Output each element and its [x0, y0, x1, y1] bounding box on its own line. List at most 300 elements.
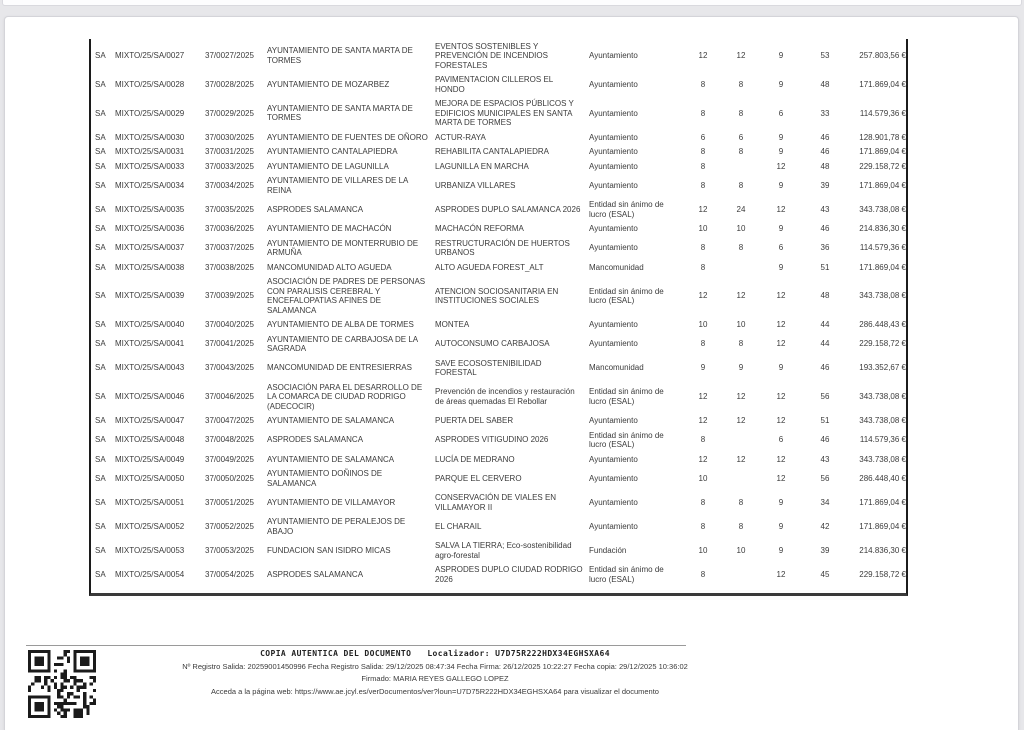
cell-puntos-2: [721, 260, 761, 275]
cell-importe: 171.869,04 €: [859, 79, 906, 89]
cell-puntos-4: 56: [820, 392, 830, 401]
cell-provincia: SA: [95, 79, 106, 89]
cell-importe: 343.738,08 €: [859, 454, 906, 464]
cell-proyecto: EVENTOS SOSTENIBLES Y PREVENCIÓN DE INCENDIOS FORESTALES: [435, 41, 548, 70]
cell-puntos-4: 46: [820, 224, 830, 233]
table-row: [91, 318, 908, 333]
cell-puntos-3: 9: [778, 262, 784, 272]
cell-puntos-3: 9: [778, 545, 784, 555]
cell-puntos-4: 43: [820, 204, 830, 214]
cell-puntos-2: 9: [738, 363, 744, 373]
cell-provincia: SA: [95, 454, 106, 464]
cell-puntos-2: 8: [738, 521, 744, 531]
cell-numero: 37/0031/2025: [205, 147, 254, 156]
cell-numero: 37/0037/2025: [205, 243, 254, 253]
cell-proyecto: AUTOCONSUMO CARBAJOSA: [435, 339, 550, 349]
firmado-line: Firmado: MARIA REYES GALLEGO LOPEZ: [361, 674, 509, 683]
cell-importe: 128.901,78 €: [859, 132, 906, 142]
cell-puntos-3: 6: [778, 435, 784, 445]
cell-puntos-1: 10: [698, 320, 708, 329]
cell-puntos-3: 9: [778, 521, 784, 531]
cell-proyecto: EL CHARAIL: [435, 521, 482, 531]
cell-proyecto: CONSERVACIÓN DE VIALES EN VILLAMAYOR II: [435, 493, 557, 512]
cell-puntos-2: 6: [738, 132, 744, 142]
cell-expediente: MIXTO/25/SA/0031: [115, 147, 185, 156]
cell-provincia: SA: [95, 545, 106, 555]
cell-provincia: SA: [95, 108, 106, 118]
cell-tipo-entidad: Mancomunidad: [589, 262, 644, 272]
cell-entidad: AYUNTAMIENTO CANTALAPIEDRA: [267, 147, 398, 156]
qr-code-icon: [28, 650, 96, 718]
cell-importe: 229.158,72 €: [859, 339, 906, 349]
cell-puntos-2: 8: [738, 339, 744, 349]
cell-tipo-entidad: Ayuntamiento: [589, 51, 638, 60]
cell-tipo-entidad: Ayuntamiento: [589, 147, 638, 156]
cell-numero: 37/0053/2025: [205, 545, 254, 555]
cell-puntos-4: 51: [820, 262, 830, 272]
cell-expediente: MIXTO/25/SA/0029: [115, 108, 185, 118]
cell-tipo-entidad: Entidad sin ánimo de lucro (ESAL): [589, 200, 664, 219]
cell-puntos-3: 12: [776, 339, 786, 349]
cell-importe: 343.738,08 €: [859, 416, 906, 425]
cell-puntos-1: 12: [698, 204, 708, 214]
cell-proyecto: Prevención de incendios y restauración de áreas quemadas El Rebollar: [435, 387, 575, 406]
cell-puntos-4: 36: [820, 243, 830, 253]
cell-numero: 37/0038/2025: [205, 262, 254, 272]
cell-entidad: AYUNTAMIENTO DE VILLAMAYOR: [267, 497, 396, 507]
cell-expediente: MIXTO/25/SA/0027: [115, 51, 185, 60]
cell-puntos-4: 48: [820, 291, 830, 301]
cell-expediente: MIXTO/25/SA/0048: [115, 435, 185, 445]
cell-puntos-2: 24: [736, 204, 746, 214]
cell-puntos-2: [721, 428, 761, 452]
cell-tipo-entidad: Entidad sin ánimo de lucro (ESAL): [589, 387, 664, 406]
cell-puntos-1: 10: [698, 545, 708, 555]
table-row: [91, 515, 908, 539]
cell-proyecto: ALTO AGUEDA FOREST_ALT: [435, 262, 544, 272]
cell-puntos-1: 8: [700, 521, 706, 531]
cell-importe: 171.869,04 €: [859, 262, 906, 272]
table-row: [91, 452, 908, 467]
cell-puntos-4: 42: [820, 521, 830, 531]
cell-puntos-1: 12: [698, 291, 708, 301]
cell-tipo-entidad: Entidad sin ánimo de lucro (ESAL): [589, 430, 664, 449]
cell-puntos-4: 33: [820, 108, 830, 118]
cell-puntos-3: 9: [778, 147, 784, 156]
cell-proyecto: ASPRODES DUPLO CIUDAD RODRIGO 2026: [435, 565, 583, 584]
cell-expediente: MIXTO/25/SA/0030: [115, 132, 185, 142]
cell-tipo-entidad: Ayuntamiento: [589, 243, 638, 253]
cell-tipo-entidad: Ayuntamiento: [589, 320, 638, 329]
cell-tipo-entidad: Entidad sin ánimo de lucro (ESAL): [589, 286, 664, 305]
cell-entidad: AYUNTAMIENTO DE PERALEJOS DE ABAJO: [267, 517, 406, 536]
cell-puntos-3: 9: [778, 132, 784, 142]
cell-puntos-4: 39: [820, 180, 830, 190]
table-row: [91, 236, 908, 260]
cell-puntos-3: 12: [776, 416, 786, 425]
cell-puntos-1: 12: [698, 51, 708, 60]
cell-puntos-3: 12: [776, 161, 786, 171]
cell-expediente: MIXTO/25/SA/0040: [115, 320, 185, 329]
table-row: [91, 467, 908, 491]
cell-numero: 37/0046/2025: [205, 392, 254, 401]
cell-entidad: ASOCIACIÓN DE PADRES DE PERSONAS CON PARALISIS CEREBRAL Y ENCEFALOPATIAS AFINES DE SALAMANCA: [267, 277, 426, 315]
cell-puntos-1: 9: [700, 363, 706, 373]
table-row: [91, 97, 908, 131]
cell-proyecto: PUERTA DEL SABER: [435, 416, 514, 425]
cell-entidad: AYUNTAMIENTO DOÑINOS DE SALAMANCA: [267, 469, 383, 488]
cell-puntos-3: 6: [778, 108, 784, 118]
cell-proyecto: PAVIMENTACION CILLEROS EL HONDO: [435, 75, 553, 94]
cell-tipo-entidad: Ayuntamiento: [589, 180, 638, 190]
cell-importe: 171.869,04 €: [859, 147, 906, 156]
cell-puntos-2: 8: [738, 79, 744, 89]
cell-expediente: MIXTO/25/SA/0033: [115, 161, 185, 171]
cell-entidad: MANCOMUNIDAD DE ENTRESIERRAS: [267, 363, 412, 373]
cell-puntos-4: 46: [820, 147, 830, 156]
cell-numero: 37/0040/2025: [205, 320, 254, 329]
cell-puntos-3: 9: [778, 79, 784, 89]
footer-divider: [26, 645, 686, 646]
cell-puntos-3: 12: [776, 204, 786, 214]
cell-provincia: SA: [95, 161, 106, 171]
cell-puntos-1: 6: [700, 132, 706, 142]
cell-puntos-1: 12: [698, 416, 708, 425]
cell-proyecto: RESTRUCTURACIÓN DE HUERTOS URBANOS: [435, 238, 570, 257]
cell-provincia: SA: [95, 416, 106, 425]
cell-expediente: MIXTO/25/SA/0034: [115, 180, 185, 190]
cell-puntos-3: 9: [778, 363, 784, 373]
grants-table: [89, 39, 908, 596]
cell-puntos-3: 9: [778, 224, 784, 233]
cell-puntos-2: 8: [738, 108, 744, 118]
cell-proyecto: LAGUNILLA EN MARCHA: [435, 161, 529, 171]
cell-entidad: AYUNTAMIENTO DE CARBAJOSA DE LA SAGRADA: [267, 334, 418, 353]
cell-numero: 37/0050/2025: [205, 473, 254, 483]
cell-proyecto: LUCÍA DE MEDRANO: [435, 454, 515, 464]
table-row: [91, 174, 908, 198]
cell-entidad: AYUNTAMIENTO DE MONTERRUBIO DE ARMUÑA: [267, 238, 419, 257]
acceso-web-line: Acceda a la página web: https://www.ae.jcyl.es/verDocumentos/ver?loun=U7D75R222HDX34EGHSXA64 para visualizar el documento: [211, 686, 659, 696]
cell-proyecto: MONTEA: [435, 320, 470, 329]
cell-puntos-3: 9: [778, 180, 784, 190]
cell-importe: 257.803,56 €: [859, 51, 906, 60]
cell-puntos-4: 43: [820, 454, 830, 464]
cell-expediente: MIXTO/25/SA/0049: [115, 454, 185, 464]
cell-tipo-entidad: Entidad sin ánimo de lucro (ESAL): [589, 565, 664, 584]
cell-tipo-entidad: Ayuntamiento: [589, 454, 638, 464]
cell-importe: 114.579,36 €: [859, 108, 906, 118]
localizador-value: Localizador: U7D75R222HDX34EGHSXA64: [427, 649, 610, 658]
cell-tipo-entidad: Ayuntamiento: [589, 108, 638, 118]
cell-puntos-1: 10: [698, 473, 708, 483]
cell-importe: 286.448,43 €: [859, 320, 906, 329]
table-row: [91, 539, 908, 563]
cell-numero: 37/0048/2025: [205, 435, 254, 445]
cell-provincia: SA: [95, 392, 106, 401]
cell-puntos-4: 46: [820, 435, 830, 445]
cell-numero: 37/0028/2025: [205, 79, 254, 89]
table-row: [91, 260, 908, 275]
cell-importe: 343.738,08 €: [859, 291, 906, 301]
cell-importe: 114.579,36 €: [859, 243, 906, 253]
cell-importe: 171.869,04 €: [859, 521, 906, 531]
cell-entidad: ASOCIACIÓN PARA EL DESARROLLO DE LA COMARCA DE CIUDAD RODRIGO (ADECOCIR): [267, 382, 423, 411]
cell-entidad: AYUNTAMIENTO DE SALAMANCA: [267, 416, 395, 425]
table-row: [91, 428, 908, 452]
cell-proyecto: MEJORA DE ESPACIOS PÚBLICOS Y EDIFICIOS MUNICIPALES EN SANTA MARTA DE TORMES: [435, 99, 574, 127]
cell-provincia: SA: [95, 320, 106, 329]
cell-expediente: MIXTO/25/SA/0054: [115, 569, 185, 579]
cell-numero: 37/0030/2025: [205, 132, 254, 142]
cell-proyecto: PARQUE EL CERVERO: [435, 473, 522, 483]
cell-puntos-4: 48: [820, 161, 830, 171]
table-row: [91, 73, 908, 97]
cell-numero: 37/0041/2025: [205, 339, 254, 349]
cell-puntos-1: 8: [700, 569, 706, 579]
cell-numero: 37/0054/2025: [205, 569, 254, 579]
cell-proyecto: MACHACÓN REFORMA: [435, 224, 524, 233]
cell-puntos-4: 44: [820, 320, 830, 329]
cell-puntos-3: 6: [778, 243, 784, 253]
cell-puntos-2: [721, 159, 761, 174]
table-row: [91, 39, 908, 73]
cell-numero: 37/0047/2025: [205, 416, 254, 425]
copia-autentica-label: COPIA AUTENTICA DEL DOCUMENTO: [260, 649, 412, 658]
cell-puntos-4: 56: [820, 473, 830, 483]
cell-importe: 343.738,08 €: [859, 204, 906, 214]
cell-provincia: SA: [95, 473, 106, 483]
cell-importe: 214.836,30 €: [859, 224, 906, 233]
table-row: [91, 275, 908, 318]
cell-puntos-4: 39: [820, 545, 830, 555]
cell-entidad: ASPRODES SALAMANCA: [267, 435, 364, 445]
cell-provincia: SA: [95, 132, 106, 142]
cell-puntos-1: 8: [700, 262, 706, 272]
cell-expediente: MIXTO/25/SA/0039: [115, 291, 185, 301]
cell-puntos-2: 10: [736, 545, 746, 555]
cell-expediente: MIXTO/25/SA/0037: [115, 243, 185, 253]
cell-provincia: SA: [95, 262, 106, 272]
cell-provincia: SA: [95, 243, 106, 253]
previous-page-edge: [2, 0, 1022, 6]
cell-proyecto: ATENCION SOCIOSANITARIA EN INSTITUCIONES SOCIALES: [435, 286, 559, 305]
cell-provincia: SA: [95, 147, 106, 156]
cell-entidad: MANCOMUNIDAD ALTO AGUEDA: [267, 262, 392, 272]
cell-tipo-entidad: Ayuntamiento: [589, 132, 638, 142]
cell-puntos-2: 12: [736, 392, 746, 401]
cell-puntos-3: 12: [776, 473, 786, 483]
cell-puntos-1: 8: [700, 435, 706, 445]
cell-entidad: AYUNTAMIENTO DE SANTA MARTA DE TORMES: [267, 46, 413, 65]
cell-puntos-1: 8: [700, 79, 706, 89]
cell-proyecto: ASPRODES DUPLO SALAMANCA 2026: [435, 204, 581, 214]
cell-proyecto: SAVE ECOSOSTENIBILIDAD FORESTAL: [435, 358, 542, 377]
cell-numero: 37/0033/2025: [205, 161, 254, 171]
cell-numero: 37/0043/2025: [205, 363, 254, 373]
cell-puntos-1: 8: [700, 180, 706, 190]
cell-puntos-1: 8: [700, 147, 706, 156]
cell-entidad: AYUNTAMIENTO DE SALAMANCA: [267, 454, 395, 464]
cell-puntos-1: 12: [698, 392, 708, 401]
cell-entidad: ASPRODES SALAMANCA: [267, 204, 364, 214]
table-row: [91, 198, 908, 222]
cell-puntos-4: 45: [820, 569, 830, 579]
cell-puntos-2: 8: [738, 243, 744, 253]
table-row: [91, 222, 908, 237]
cell-puntos-3: 12: [776, 320, 786, 329]
cell-provincia: SA: [95, 180, 106, 190]
cell-puntos-3: 9: [778, 497, 784, 507]
cell-puntos-2: 12: [736, 454, 746, 464]
cell-expediente: MIXTO/25/SA/0051: [115, 497, 185, 507]
cell-entidad: AYUNTAMIENTO DE MACHACÓN: [267, 224, 392, 233]
cell-importe: 286.448,40 €: [859, 473, 906, 483]
document-footer: [110, 649, 760, 696]
table-row: [91, 356, 908, 380]
cell-numero: 37/0036/2025: [205, 224, 254, 233]
cell-puntos-2: 10: [736, 320, 746, 329]
cell-puntos-2: [721, 563, 761, 587]
cell-entidad: AYUNTAMIENTO DE FUENTES DE OÑORO: [267, 132, 428, 142]
cell-puntos-3: 12: [776, 392, 786, 401]
cell-entidad: FUNDACION SAN ISIDRO MICAS: [267, 545, 391, 555]
cell-provincia: SA: [95, 435, 106, 445]
cell-provincia: SA: [95, 497, 106, 507]
cell-puntos-4: 34: [820, 497, 830, 507]
cell-provincia: SA: [95, 224, 106, 233]
cell-tipo-entidad: Ayuntamiento: [589, 497, 638, 507]
cell-provincia: SA: [95, 569, 106, 579]
cell-proyecto: ACTUR-RAYA: [435, 132, 486, 142]
cell-tipo-entidad: Ayuntamiento: [589, 416, 638, 425]
table-row: [91, 563, 908, 587]
cell-numero: 37/0029/2025: [205, 108, 254, 118]
cell-puntos-1: 8: [700, 339, 706, 349]
cell-puntos-2: 8: [738, 497, 744, 507]
cell-puntos-4: 53: [820, 51, 830, 60]
cell-entidad: AYUNTAMIENTO DE ALBA DE TORMES: [267, 320, 414, 329]
cell-puntos-4: 51: [820, 416, 830, 425]
cell-proyecto: URBANIZA VILLARES: [435, 180, 516, 190]
cell-entidad: AYUNTAMIENTO DE SANTA MARTA DE TORMES: [267, 103, 413, 123]
cell-tipo-entidad: Ayuntamiento: [589, 339, 638, 349]
cell-expediente: MIXTO/25/SA/0035: [115, 204, 185, 214]
cell-puntos-2: 10: [736, 224, 746, 233]
cell-puntos-1: 8: [700, 161, 706, 171]
cell-entidad: AYUNTAMIENTO DE LAGUNILLA: [267, 161, 389, 171]
cell-numero: 37/0027/2025: [205, 51, 254, 60]
cell-puntos-3: 12: [776, 569, 786, 579]
cell-expediente: MIXTO/25/SA/0050: [115, 473, 185, 483]
cell-puntos-2: [721, 467, 761, 491]
table-row: [91, 414, 908, 429]
cell-provincia: SA: [95, 51, 106, 60]
cell-numero: 37/0035/2025: [205, 204, 254, 214]
cell-puntos-4: 46: [820, 363, 830, 373]
cell-puntos-2: 12: [736, 416, 746, 425]
table-row: [91, 332, 908, 356]
cell-puntos-1: 8: [700, 497, 706, 507]
cell-numero: 37/0052/2025: [205, 521, 254, 531]
grants-table-body: [91, 39, 908, 587]
cell-puntos-1: 12: [698, 454, 708, 464]
document-page: [4, 16, 1019, 730]
cell-numero: 37/0034/2025: [205, 180, 254, 190]
cell-expediente: MIXTO/25/SA/0041: [115, 339, 185, 349]
cell-entidad: ASPRODES SALAMANCA: [267, 569, 364, 579]
cell-puntos-1: 10: [698, 224, 708, 233]
registro-salida-line: Nº Registro Salida: 20259001450996 Fecha Registro Salida: 29/12/2025 08:47:34 Fecha Firma: 26/12/2025 10:22:27 Fecha copia: 29/12/2025 10:36:02: [182, 661, 688, 671]
cell-proyecto: SALVA LA TIERRA; Eco-sostenibilidad agro-forestal: [435, 541, 572, 560]
cell-puntos-4: 46: [820, 132, 830, 142]
cell-expediente: MIXTO/25/SA/0038: [115, 262, 185, 272]
table-row: [91, 380, 908, 414]
cell-proyecto: ASPRODES VITIGUDINO 2026: [435, 435, 549, 445]
table-row: [91, 491, 908, 515]
cell-numero: 37/0049/2025: [205, 454, 254, 464]
cell-provincia: SA: [95, 521, 106, 531]
cell-entidad: AYUNTAMIENTO DE VILLARES DE LA REINA: [267, 176, 408, 195]
cell-tipo-entidad: Mancomunidad: [589, 363, 644, 373]
cell-provincia: SA: [95, 363, 106, 373]
cell-puntos-2: 12: [736, 51, 746, 60]
cell-importe: 171.869,04 €: [859, 180, 906, 190]
cell-importe: 343.738,08 €: [859, 392, 906, 401]
cell-expediente: MIXTO/25/SA/0053: [115, 545, 185, 555]
cell-tipo-entidad: Fundación: [589, 545, 627, 555]
cell-puntos-4: 44: [820, 339, 830, 349]
cell-expediente: MIXTO/25/SA/0036: [115, 224, 185, 233]
cell-expediente: MIXTO/25/SA/0052: [115, 521, 185, 531]
cell-importe: 214.836,30 €: [859, 545, 906, 555]
cell-importe: 229.158,72 €: [859, 569, 906, 579]
cell-tipo-entidad: Ayuntamiento: [589, 521, 638, 531]
cell-provincia: SA: [95, 291, 106, 301]
cell-importe: 114.579,36 €: [859, 435, 906, 445]
cell-numero: 37/0051/2025: [205, 497, 254, 507]
cell-importe: 229.158,72 €: [859, 161, 906, 171]
cell-tipo-entidad: Ayuntamiento: [589, 473, 638, 483]
table-row: [91, 145, 908, 160]
table-row: [91, 130, 908, 145]
cell-tipo-entidad: Ayuntamiento: [589, 161, 638, 171]
cell-expediente: MIXTO/25/SA/0046: [115, 392, 185, 401]
cell-importe: 171.869,04 €: [859, 497, 906, 507]
cell-puntos-2: 8: [738, 180, 744, 190]
cell-puntos-3: 12: [776, 291, 786, 301]
cell-puntos-3: 12: [776, 454, 786, 464]
cell-entidad: AYUNTAMIENTO DE MOZARBEZ: [267, 79, 390, 89]
cell-proyecto: REHABILITA CANTALAPIEDRA: [435, 147, 549, 156]
cell-puntos-2: 12: [736, 291, 746, 301]
cell-puntos-2: 8: [738, 147, 744, 156]
cell-puntos-4: 48: [820, 79, 830, 89]
cell-numero: 37/0039/2025: [205, 291, 254, 301]
cell-expediente: MIXTO/25/SA/0047: [115, 416, 185, 425]
table-row: [91, 159, 908, 174]
cell-puntos-1: 8: [700, 243, 706, 253]
cell-tipo-entidad: Ayuntamiento: [589, 224, 638, 233]
cell-expediente: MIXTO/25/SA/0043: [115, 363, 185, 373]
cell-expediente: MIXTO/25/SA/0028: [115, 79, 185, 89]
cell-provincia: SA: [95, 204, 106, 214]
cell-puntos-3: 9: [778, 51, 784, 60]
cell-tipo-entidad: Ayuntamiento: [589, 79, 638, 89]
cell-importe: 193.352,67 €: [859, 363, 906, 373]
copia-autentica-line: [110, 649, 760, 658]
cell-puntos-1: 8: [700, 108, 706, 118]
